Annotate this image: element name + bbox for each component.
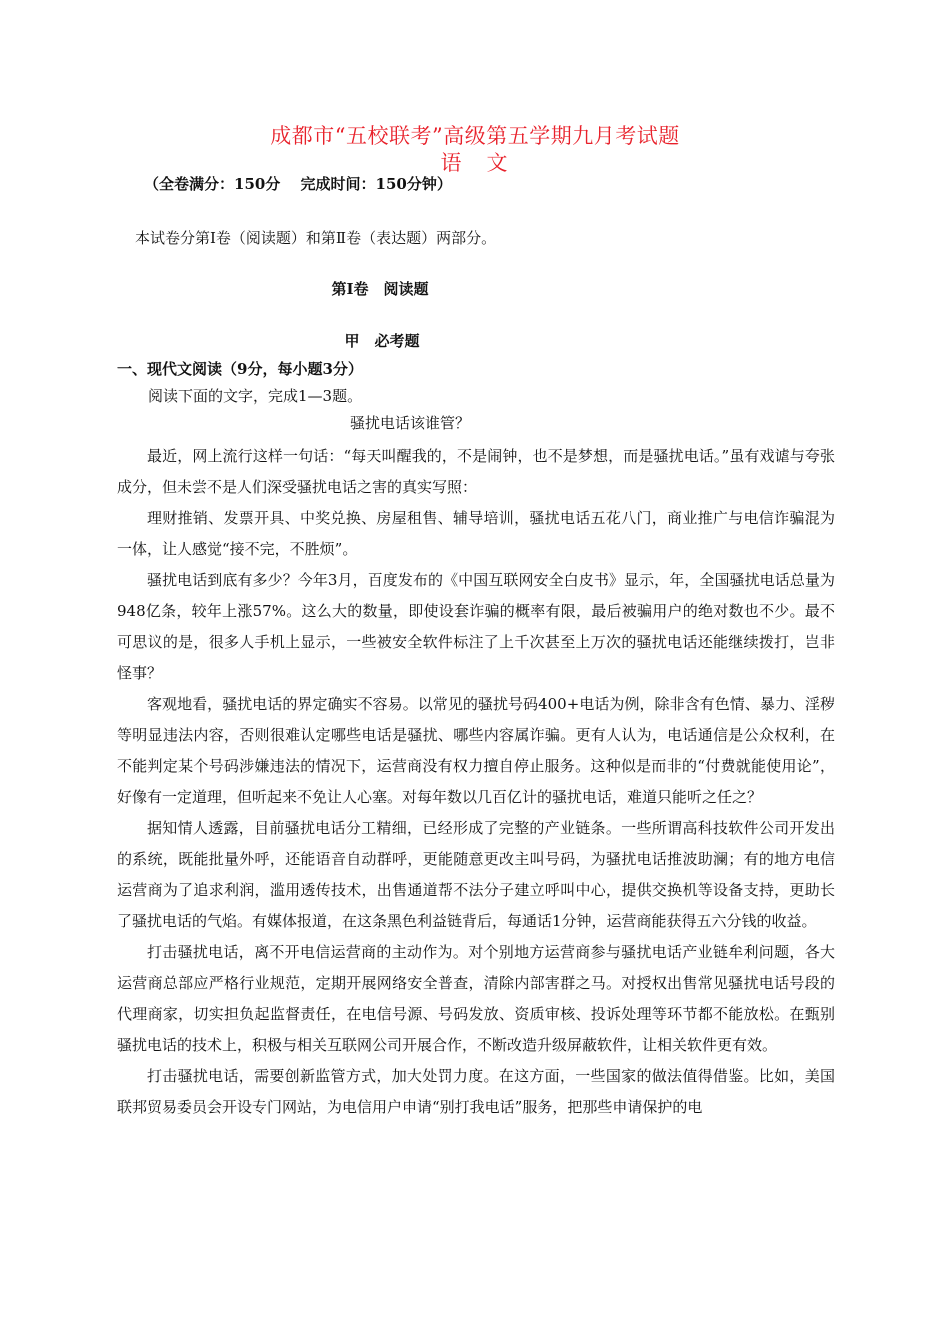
exam-title: 成都市“五校联考”高级第五学期九月考试题 <box>270 124 680 148</box>
article-title-text: 骚扰电话该谁管？ <box>349 414 470 432</box>
article-paragraph: 最近，网上流行这样一句话：“每天叫醒我的，不是闹钟，也不是梦想，而是骚扰电话。”虽有戏谑与夸张成分，但未尝不是人们深受骚扰电话之害的真实写照： <box>117 447 835 496</box>
article-title <box>0 412 950 434</box>
exam-intro: 本试卷分第Ⅰ卷（阅读题）和第Ⅱ卷（表达题）两部分。 <box>135 229 497 247</box>
exam-meta: （全卷满分：150分 完成时间：150分钟） <box>144 175 452 193</box>
question-instruction: 阅读下面的文字，完成1—3题。 <box>148 387 363 405</box>
article-paragraph: 骚扰电话到底有多少？今年3月，百度发布的《中国互联网安全白皮书》显示，年，全国骚扰电话总量为948亿条，较年上涨57%。这么大的数量，即使设套诈骗的概率有限，最后被骗用户的绝对数也不少。最不可思议的是，很多人手机上显示，一些被安全软件标注了上千次甚至上万次的骚扰电话还能继续拨打，岂非怪事？ <box>117 571 835 682</box>
article-paragraph: 客观地看，骚扰电话的界定确实不容易。以常见的骚扰号码400+电话为例，除非含有色情、暴力、淫秽等明显违法内容，否则很难认定哪些电话是骚扰、哪些内容属诈骗。更有人认为，电话通信是公众权利，在不能判定某个号码涉嫌违法的情况下，运营商没有权力擅自停止服务。这种似是而非的“付费就能使用论”，好像有一定道理，但听起来不免让人心塞。对每年数以几百亿计的骚扰电话，难道只能听之任之？ <box>117 695 835 806</box>
article-paragraph: 据知情人透露，目前骚扰电话分工精细，已经形成了完整的产业链条。一些所谓高科技软件公司开发出的系统，既能批量外呼，还能语音自动群呼，更能随意更改主叫号码，为骚扰电话推波助澜；有的地方电信运营商为了追求利润，滥用透传技术，出售通道帮不法分子建立呼叫中心，提供交换机等设备支持，更助长了骚扰电话的气焰。有媒体报道，在这条黑色利益链背后，每通话1分钟，运营商能获得五六分钱的收益。 <box>117 819 835 930</box>
part-title-text: 第Ⅰ卷 阅读题 <box>331 280 429 298</box>
article-paragraph: 打击骚扰电话，离不开电信运营商的主动作为。对个别地方运营商参与骚扰电话产业链牟利问题，各大运营商总部应严格行业规范，定期开展网络安全普查，清除内部害群之马。对授权出售常见骚扰电话号段的代理商家，切实担负起监督责任，在电信号源、号码发放、资质审核、投诉处理等环节都不能放松。在甄别骚扰电话的技术上，积极与相关互联网公司开展合作，不断改造升级屏蔽软件，让相关软件更有效。 <box>117 943 835 1054</box>
part-title <box>0 278 950 300</box>
exam-subject: 语 文 <box>440 151 510 175</box>
article-paragraph: 理财推销、发票开具、中奖兑换、房屋租售、辅导培训，骚扰电话五花八门，商业推广与电信诈骗混为一体，让人感觉“接不完，不胜烦”。 <box>117 509 835 558</box>
question-heading: 一、现代文阅读（9分，每小题3分） <box>117 360 363 378</box>
article-body <box>117 441 835 1123</box>
section-title-text: 甲 必考题 <box>344 332 420 350</box>
article-paragraph: 打击骚扰电话，需要创新监管方式，加大处罚力度。在这方面，一些国家的做法值得借鉴。比如，美国联邦贸易委员会开设专门网站，为电信用户申请“别打我电话”服务，把那些申请保护的电 <box>117 1067 835 1116</box>
section-title <box>0 330 950 352</box>
